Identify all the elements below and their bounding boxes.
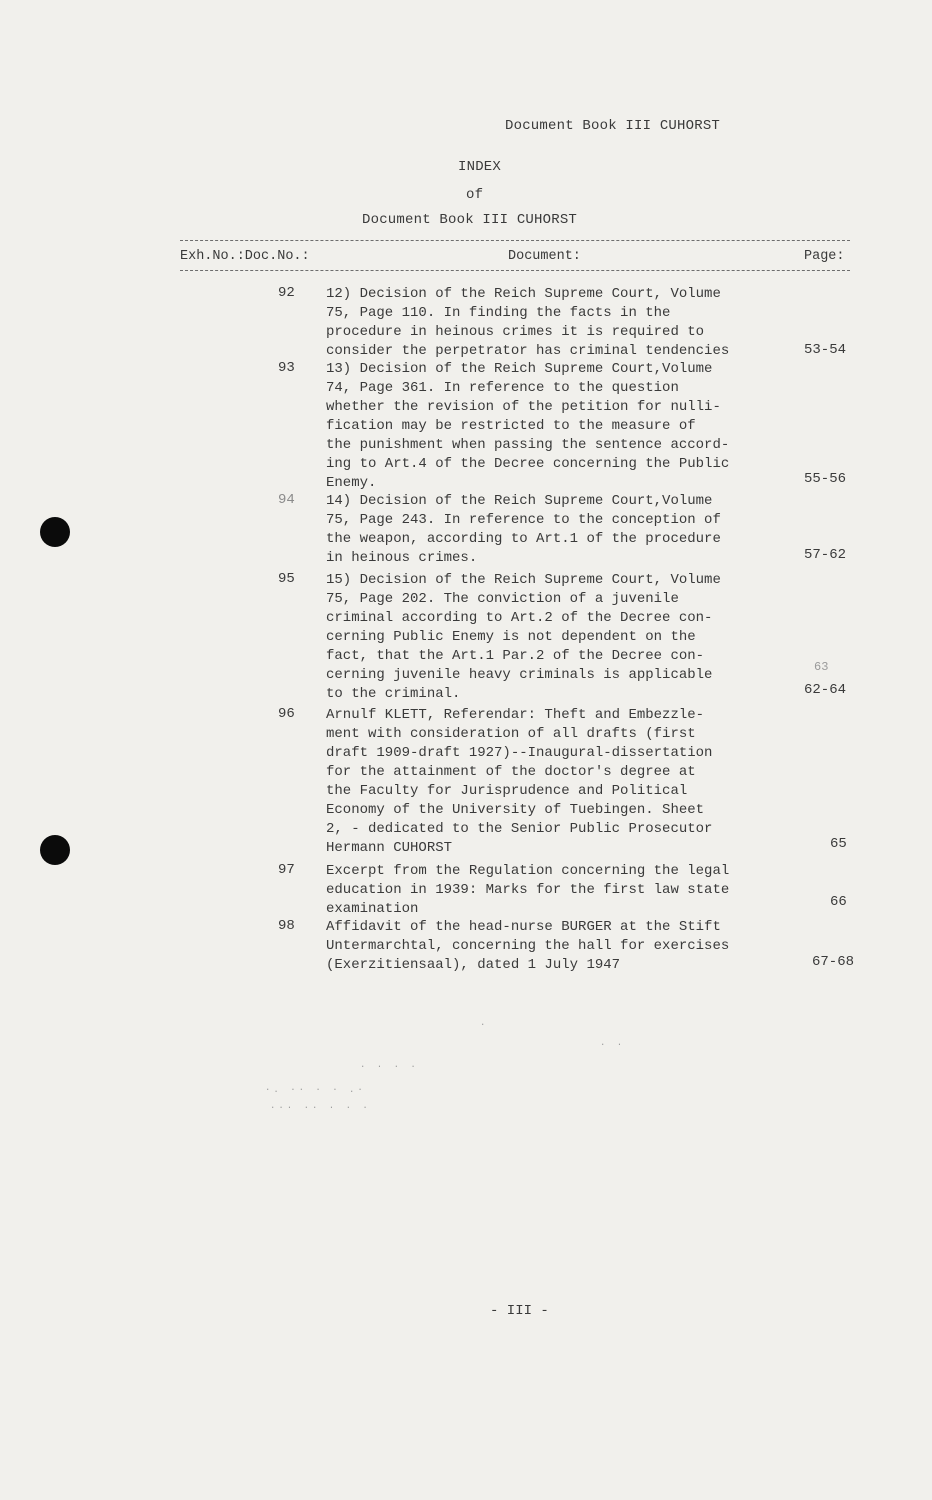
entry-number: 95 xyxy=(278,571,295,587)
entry-number: 92 xyxy=(278,285,295,301)
divider-bottom xyxy=(180,270,850,271)
scan-speck: · · xyxy=(600,1040,626,1050)
scan-speck: ·. ·· · · .· xyxy=(265,1085,366,1095)
entry-pages: 53-54 xyxy=(804,342,847,358)
index-of: of xyxy=(466,187,484,203)
punch-hole xyxy=(40,835,70,865)
divider-top xyxy=(180,240,850,241)
scan-speck: ··· ·· · · · xyxy=(270,1103,371,1113)
index-subtitle: Document Book III CUHORST xyxy=(362,212,578,228)
scan-speck: · xyxy=(480,1020,489,1030)
entry-description: Excerpt from the Regulation concerning the legal education in 1939: Marks for the first law state examination xyxy=(326,863,730,917)
punch-hole xyxy=(40,517,70,547)
entry-number: 93 xyxy=(278,360,295,376)
entry-description: Arnulf KLETT, Referendar: Theft and Embezzle- ment with consideration of all drafts (first draft 1909-draft 1927)--Inaugural-dissertation for the attainment of the doctor's degree at the Faculty for Jurisprudence and Political Economy of the University of Tuebingen. Sheet 2, - dedicated to the Senior Public Prosecutor Hermann CUHORST xyxy=(326,707,713,856)
column-header-exh-doc: Exh.No.:Doc.No.: xyxy=(180,249,310,264)
index-title: INDEX xyxy=(458,159,502,175)
entry-pages: 65 xyxy=(830,836,847,852)
entry-description: 12) Decision of the Reich Supreme Court, Volume 75, Page 110. In finding the facts in the procedure in heinous crimes it is required to consider the perpetrator has criminal tendencies xyxy=(326,286,730,359)
entry-pages: 55-56 xyxy=(804,471,847,487)
entry-pages: 66 xyxy=(830,894,847,910)
entry-pages: 67-68 xyxy=(812,954,855,970)
document-reference: Document Book III CUHORST xyxy=(505,118,721,134)
entry-description: Affidavit of the head-nurse BURGER at the Stift Untermarchtal, concerning the hall for exercises (Exerzitiensaal), dated 1 July 1947 xyxy=(326,919,730,973)
entry-number: 94 xyxy=(278,492,295,508)
entry-pages: 57-62 xyxy=(804,547,847,563)
entry-number: 96 xyxy=(278,706,295,722)
column-header-document: Document: xyxy=(508,249,581,264)
column-header-page: Page: xyxy=(804,249,845,264)
entry-number: 98 xyxy=(278,918,295,934)
scan-speck: · · · · xyxy=(360,1062,419,1072)
entry-pages: 62-64 xyxy=(804,682,847,698)
pencil-annotation: 63 xyxy=(814,660,829,674)
entry-description: 15) Decision of the Reich Supreme Court, Volume 75, Page 202. The conviction of a juvenile criminal according to Art.2 of the Decree con- cerning Public Enemy is not dependent on the fact, that the Art.1 Par.2 of the Decree con- cerning juvenile heavy criminals is applicable to the criminal. xyxy=(326,572,721,702)
page-number: - III - xyxy=(490,1303,549,1319)
entry-description: 14) Decision of the Reich Supreme Court,Volume 75, Page 243. In reference to the conception of the weapon, according to Art.1 of the procedure in heinous crimes. xyxy=(326,493,721,566)
entry-description: 13) Decision of the Reich Supreme Court,Volume 74, Page 361. In reference to the question whether the revision of the petition for nulli- fication may be restricted to the measure of the punishment when passing the sentence accord- ing to Art.4 of the Decree concerning the Public Enemy. xyxy=(326,361,730,491)
entry-number: 97 xyxy=(278,862,295,878)
